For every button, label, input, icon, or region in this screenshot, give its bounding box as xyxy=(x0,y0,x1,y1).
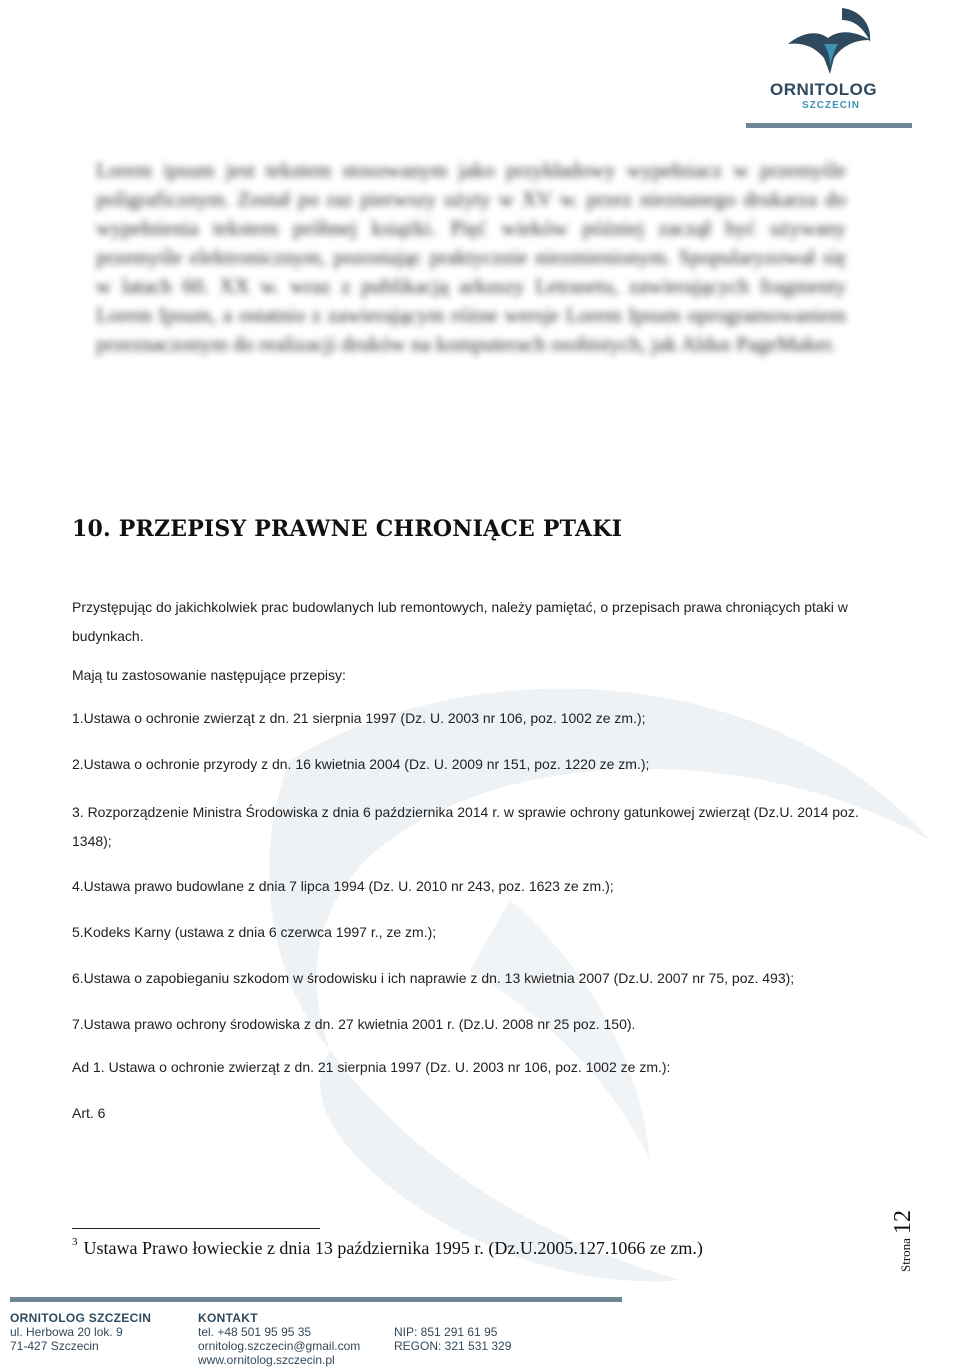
footer-contact-title: KONTAKT xyxy=(198,1311,258,1325)
list-item: 4.Ustawa prawo budowlane z dnia 7 lipca 1994 (Dz. U. 2010 nr 243, poz. 1623 ze zm.); xyxy=(72,878,614,894)
ornitolog-logo xyxy=(746,4,912,130)
footer-address-line: 71-427 Szczecin xyxy=(10,1339,99,1353)
footer-company-ids xyxy=(394,1325,511,1353)
footer-contact xyxy=(198,1311,360,1367)
footnote-divider xyxy=(72,1228,320,1229)
ad1-heading: Ad 1. Ustawa o ochronie zwierząt z dn. 21 sierpnia 1997 (Dz. U. 2003 nr 106, poz. 1002 ze zm.): xyxy=(72,1059,671,1075)
footer-nip: NIP: 851 291 61 95 xyxy=(394,1325,498,1339)
article-label: Art. 6 xyxy=(72,1105,106,1121)
list-lead: Mają tu zastosowanie następujące przepisy: xyxy=(72,667,346,683)
list-item: 6.Ustawa o zapobieganiu szkodom w środowisku i ich naprawie z dn. 13 kwietnia 2007 (Dz.U. 2007 nr 75, poz. 493); xyxy=(72,970,795,986)
logo-divider xyxy=(746,123,912,128)
swallow-logo-icon xyxy=(784,4,874,76)
list-item: 3. Rozporządzenie Ministra Środowiska z dnia 6 października 2014 r. w sprawie ochrony gatunkowej zwierząt (Dz.U. 2014 poz. 1348); xyxy=(72,804,859,849)
list-item: 1.Ustawa o ochronie zwierząt z dn. 21 sierpnia 1997 (Dz. U. 2003 nr 106, poz. 1002 ze zm.); xyxy=(72,710,646,726)
footer-org-title: ORNITOLOG SZCZECIN xyxy=(10,1311,152,1325)
list-item: 7.Ustawa prawo ochrony środowiska z dn. 27 kwietnia 2001 r. (Dz.U. 2008 nr 25 poz. 150). xyxy=(72,1016,636,1032)
footer-address xyxy=(10,1311,151,1353)
page-number-value: 12 xyxy=(890,1210,916,1235)
page-number xyxy=(882,1200,942,1280)
list-item: 2.Ustawa o ochronie przyrody z dn. 16 kwietnia 2004 (Dz. U. 2009 nr 151, poz. 1220 ze zm.); xyxy=(72,756,650,772)
footer-phone: tel. +48 501 95 95 35 xyxy=(198,1325,312,1339)
footnote-marker: 3 xyxy=(72,1236,78,1248)
footnote xyxy=(72,1238,703,1259)
blurred-paragraph: Lorem ipsum jest tekstem stosowanym jako przykładowy wypełniacz w przemyśle poligraficznym. Został po raz pierwszy użyty w XV w. przez nieznanego drukarza do wypełnienia tekstem próbnej książki. Pięć wieków później zaczął być używany przemyśle elektronicznym, pozostając praktycznie niezmienionym. Spopularyzował się w latach 60. XX w. wraz z publikacją arkuszy Letrasetu, zawierających fragmenty Lorem Ipsum, a ostatnio z zawierającym różne wersje Lorem Ipsum oprogramowaniem przeznaczonym do realizacji druków na komputerach osobistych, jak Aldus PageMaker. xyxy=(96,158,846,356)
page-label: Strona xyxy=(898,1238,913,1272)
footer-divider xyxy=(10,1297,622,1302)
footer-email[interactable]: ornitolog.szczecin@gmail.com xyxy=(198,1339,361,1353)
section-heading: 10. PRZEPISY PRAWNE CHRONIĄCE PTAKI xyxy=(72,516,623,542)
logo-city: SZCZECIN xyxy=(802,100,860,111)
footer-regon: REGON: 321 531 329 xyxy=(394,1339,512,1353)
logo-name: ORNITOLOG xyxy=(770,80,878,99)
footer-address-line: ul. Herbowa 20 lok. 9 xyxy=(10,1325,123,1339)
list-item: 5.Kodeks Karny (ustawa z dnia 6 czerwca 1997 r., ze zm.); xyxy=(72,924,437,940)
footnote-text: Ustawa Prawo łowieckie z dnia 13 października 1995 r. (Dz.U.2005.127.1066 ze zm.) xyxy=(83,1238,703,1258)
intro-paragraph: Przystępując do jakichkolwiek prac budowlanych lub remontowych, należy pamiętać, o przepisach prawa chroniących ptaki w budynkach. xyxy=(72,599,848,644)
footer-website[interactable]: www.ornitolog.szczecin.pl xyxy=(198,1353,335,1367)
